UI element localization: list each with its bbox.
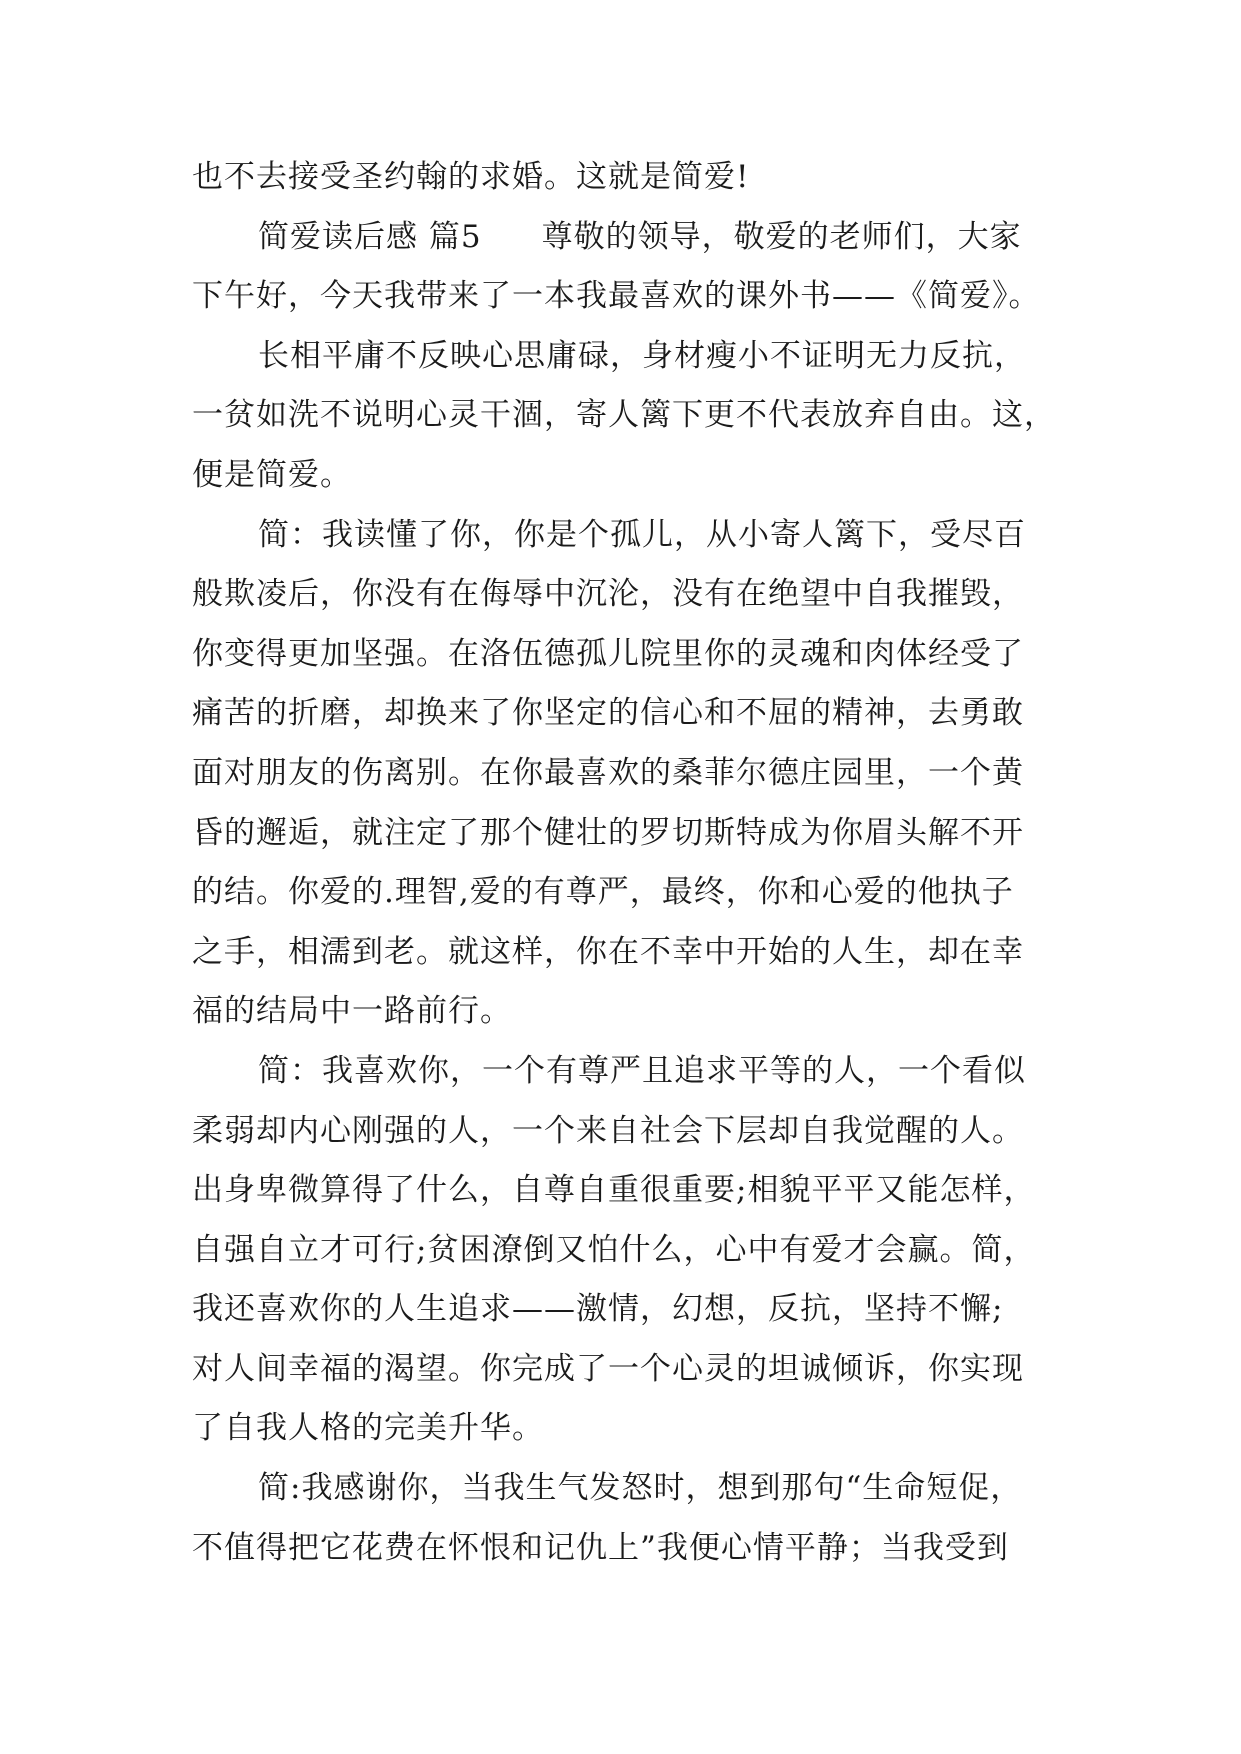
text-line: 一贫如洗不说明心灵干涸，寄人篱下更不代表放弃自由。这，: [192, 397, 1056, 434]
text-line: 自强自立才可行;贫困潦倒又怕什么，心中有爱才会赢。简，: [192, 1231, 1036, 1268]
text-line: 简：我读懂了你，你是个孤儿，从小寄人篱下，受尽百: [258, 516, 1026, 553]
text-line: 你变得更加坚强。在洛伍德孤儿院里你的灵魂和肉体经受了: [192, 635, 1024, 672]
text-line: [192, 208, 1072, 268]
text-line: 之手，相濡到老。就这样，你在不幸中开始的人生，却在幸: [192, 933, 1024, 970]
greeting-text: 尊敬的领导，敬爱的老师们，大家: [541, 218, 1022, 255]
text-line: 简：我喜欢你，一个有尊严且追求平等的人，一个看似: [258, 1052, 1026, 1089]
text-line: 面对朋友的伤离别。在你最喜欢的桑菲尔德庄园里，一个黄: [192, 754, 1024, 791]
text-line: 也不去接受圣约翰的求婚。这就是简爱!: [192, 159, 750, 195]
text-line: 了自我人格的完美升华。: [192, 1410, 544, 1447]
text-line: 下午好，今天我带来了一本我最喜欢的课外书——《简爱》。: [192, 278, 1041, 315]
text-line: 出身卑微算得了什么，自尊自重很重要;相貌平平又能怎样，: [192, 1172, 1036, 1209]
text-line: 长相平庸不反映心思庸碌，身材瘦小不证明无力反抗，: [258, 337, 1026, 374]
text-line: 痛苦的折磨，却换来了你坚定的信心和不屈的精神，去勇敢: [192, 695, 1024, 732]
text-line: 便是简爱。: [192, 456, 352, 493]
text-line: 般欺凌后，你没有在侮辱中沉沦，没有在绝望中自我摧毁，: [192, 576, 1024, 613]
text-line: 我还喜欢你的人生追求——激情，幻想，反抗，坚持不懈;: [192, 1291, 1004, 1328]
text-line: 柔弱却内心刚强的人，一个来自社会下层却自我觉醒的人。: [192, 1112, 1024, 1149]
text-line: 福的结局中一路前行。: [192, 993, 512, 1030]
text-line: 不值得把它花费在怀恨和记仇上”我便心情平静；当我受到: [192, 1529, 1009, 1566]
text-line: 昏的邂逅，就注定了那个健壮的罗切斯特成为你眉头解不开: [192, 814, 1024, 851]
text-line: 简:我感谢你，当我生气发怒时，想到那句“生命短促，: [258, 1470, 1023, 1507]
section-heading: 简爱读后感 篇5: [258, 218, 482, 255]
text-line: 对人间幸福的渴望。你完成了一个心灵的坦诚倾诉，你实现: [192, 1350, 1024, 1387]
text-line: 的结。你爱的.理智,爱的有尊严，最终，你和心爱的他执子: [192, 874, 1014, 911]
document-body: [192, 148, 1072, 1578]
